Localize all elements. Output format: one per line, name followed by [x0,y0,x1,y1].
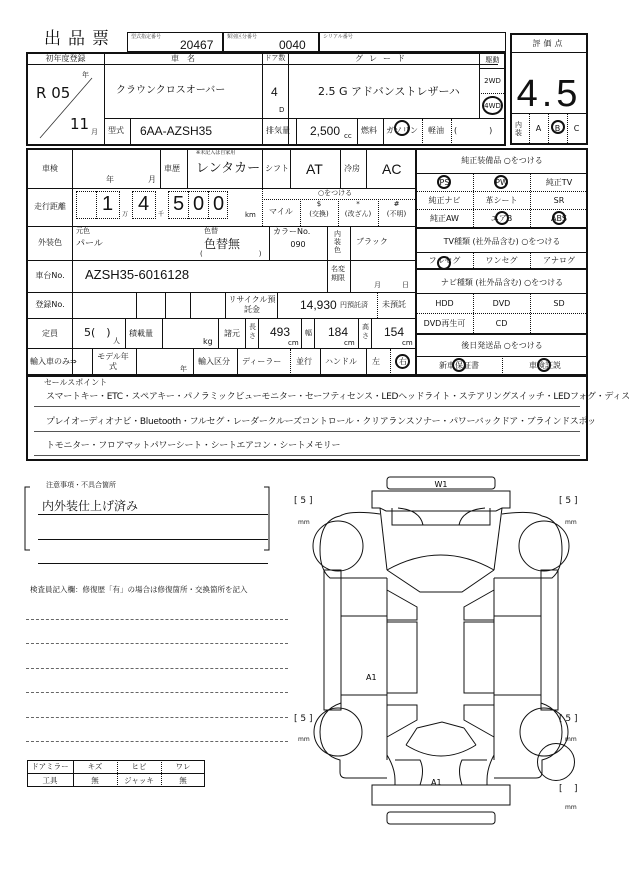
shaken-label: 車検 [42,164,58,173]
import-type-label: 輸入区分 [198,357,230,366]
ac-value: AC [382,161,402,177]
displacement-label: 排気量 [266,126,290,135]
mileage-tampered[interactable]: (改ざん) [344,210,372,218]
tire-fr-value: 5 [565,496,572,506]
rear-damage-mark: A1 [431,778,442,787]
displacement-unit: cc [344,132,352,140]
door-value: 4 [271,85,278,99]
grade-value: 2.5 G アドバンストレザーハ [318,85,460,98]
score-label: 評価点 [532,39,566,48]
mileage-unknown[interactable]: (不明) [386,210,407,218]
mileage-unknown-sym: # [393,200,400,208]
mileage-mark-note: ○をつける [318,189,353,197]
tire-spare-unit: mm [565,804,577,811]
drive-selected-circle [482,96,503,115]
acc-scratch: キズ [87,762,103,771]
spec-label: 諸元 [224,329,240,338]
first-reg-year-unit: 年 [82,71,89,79]
form-title: 出品票 [44,29,116,49]
height-unit: cm [402,339,413,347]
interior-selected-circle [551,120,565,134]
load-label: 積載量 [129,329,153,338]
drive-2wd[interactable]: 2WD [484,77,501,85]
equip-airbag-circle [495,211,509,225]
recycle-status: 円預託済 [340,301,368,309]
handle-left[interactable]: 左 [372,357,380,366]
acc-crack: ヒビ [131,762,147,771]
interior-grade-a[interactable]: A [535,124,542,133]
original-color-value: パール [76,239,103,249]
history-note: ※未記入は自家用 [196,150,236,156]
import-label: 輸入車のみ⇒ [30,357,77,366]
fuel-selected-circle [394,120,410,136]
model-year-label: モデル年式 [97,352,129,371]
shift-label: シフト [265,164,289,173]
mileage-tampered-sym: * [356,200,360,208]
changed-color-value: 色替無 [204,237,241,251]
fuel-label: 燃料 [361,126,377,135]
car-name-value: クラウンクロスオーバー [116,85,226,96]
acc-mirror: ドアミラー [31,762,69,771]
acc-jack-label: ジャッキ [124,775,154,785]
spare-tire-icon [537,743,575,781]
drive-label: 駆動 [485,56,500,64]
category-label: 類別区分番号 [227,34,258,40]
score-value: 4.5 [516,73,582,115]
length-unit: cm [288,339,299,347]
sales-line-1: スマートキー・ETC・スペアキー・パノラミックビューモニター・セーフティセンス・LEDヘッドライト・ステアリングスイッチ・LEDフォグ・ディス [46,392,630,402]
recycle-label: リサイクル預託金 [228,295,276,314]
recycle-unpaid: 未預託 [382,300,406,309]
handle-selected-circle [395,354,410,369]
mileage-digit-4: 0 [193,193,205,215]
first-reg-month: 11 [70,115,90,133]
acc-tools-label: 工具 [42,775,58,785]
handle-label: ハンドル [325,357,357,366]
equip-leather[interactable]: 革シート [485,195,518,205]
length-value: 493 [270,325,291,339]
mileage-mile[interactable]: マイル [269,207,293,216]
tire-spare-depth: [ ] [559,784,578,794]
type-cert-label: 型式指定番号 [131,34,162,40]
mileage-digit-1: 1 [102,193,114,215]
width-label: 幅 [305,329,312,337]
fuel-gasoline[interactable]: ガソリン [386,126,418,135]
type-cert-field [127,32,223,52]
side-damage-mark: A1 [366,673,377,682]
mileage-digit-box [76,191,120,219]
history-label: 車歴 [164,164,180,173]
door-unit: D [279,106,285,114]
chassis-value: AZSH35-6016128 [85,267,190,282]
length-label: 長さ [249,323,256,340]
tire-fr-unit: mm [565,519,577,526]
category-field [223,32,319,52]
exterior-color-label: 外装色 [38,238,62,247]
mileage-digit-3: 5 [173,193,185,215]
later-manual-circle [537,358,551,372]
original-color-label: 元色 [76,227,90,235]
equip-pw[interactable]: PW [495,177,508,187]
score-box [510,33,588,145]
interior-grade-c[interactable]: C [573,124,580,133]
mileage-exchanged[interactable]: (交換) [309,210,329,218]
registration-label: 登録No. [35,300,65,309]
sales-points-label: セールスポイント [44,378,108,387]
later-warranty-circle [452,358,466,372]
interior-grade-b[interactable]: B [554,124,561,133]
interior-color-label: 内装色 [334,230,341,254]
navi-sd[interactable]: SD [553,298,565,308]
equip-ps-circle [437,175,451,189]
acc-tools-value: 無 [91,775,99,785]
navi-hdd[interactable]: HDD [435,298,454,308]
equip-ps[interactable]: PS [439,177,450,187]
sales-line-2: プレイオーディオナビ・Bluetooth・フルセグ・レーダークルーズコントロール・クリアランスソナー・パワーバックドア・ブラインドスポッ [46,417,596,427]
drive-4wd[interactable]: 4WD [484,102,501,110]
mileage-digit-5: 0 [213,193,225,215]
grade-label: グレード [355,54,411,63]
type-cert-value: 20467 [180,38,214,52]
navi-cd[interactable]: CD [495,318,508,328]
acc-jack-value: 無 [179,775,187,785]
tv-fullseg[interactable]: フルセグ [428,255,461,265]
height-value: 154 [384,325,405,339]
interior-label: 内装 [515,121,522,137]
load-unit: kg [203,337,213,346]
notes-line-1[interactable]: 内外装仕上げ済み [42,499,139,513]
tire-rr-value: 5 [565,714,572,724]
first-reg-year: R 05 [36,84,71,102]
notes-label: 注意事項・不具合箇所 [46,481,116,489]
tv-title: TV種類 (社外品含む) ○をつける [443,237,561,246]
equip-abs-circle [552,211,566,225]
model-year-unit: 年 [180,365,187,373]
notes-brackets [24,486,270,552]
first-reg-month-unit: 月 [91,128,98,136]
fuel-diesel[interactable]: 軽油 [428,126,444,135]
name-change-month: 月 [374,281,381,289]
front-damage-mark: W1 [434,480,448,489]
import-dealer[interactable]: ディーラー [242,357,282,366]
displacement-value: 2,500 [310,124,341,138]
import-parallel[interactable]: 並行 [296,357,312,366]
equipment-title: 純正装備品 ○をつける [461,156,543,165]
handle-right[interactable]: 右 [399,357,407,366]
navi-dvd[interactable]: DVD [492,298,511,308]
interior-color-value: ブラック [356,237,388,246]
capacity-value: 5( ) [84,326,111,339]
mileage-exchanged-sym: $ [316,200,322,208]
first-reg-label: 初年度登録 [45,54,86,63]
tire-fl-depth: [ 5 ] [294,496,313,506]
changed-color-label: 色替 [204,227,218,235]
door-label: ドア数 [264,54,286,62]
capacity-unit: 人 [113,337,120,345]
height-label: 高さ [362,323,369,340]
color-no-label: カラーNo. [273,227,311,236]
equip-aw[interactable]: 純正AW [430,213,459,223]
equip-abs[interactable]: ABS [551,213,567,223]
navi-dvd-play[interactable]: DVD再生可 [423,318,466,328]
mileage-unit-man: 万 [122,211,129,218]
tv-oneseg[interactable]: ワンセグ [485,255,518,265]
changed-color-paren: ( ) [200,250,262,258]
serial-field [319,32,506,52]
inspector-label: 検査員記入欄：修復歴「有」の場合は修復箇所・交換箇所を記入 [30,585,248,594]
tire-fl-unit: mm [298,519,310,526]
color-no-value: 090 [290,240,306,249]
equip-pw-circle [494,175,508,189]
mileage-digit-2: 4 [138,193,150,215]
shaken-month-unit: 月 [148,175,156,184]
name-change-day: 日 [402,281,409,289]
name-change-label: 名変期限 [331,265,345,282]
category-value: 0040 [279,38,306,52]
tire-fl-value: 5 [300,496,307,506]
later-warranty[interactable]: 新車保証書 [439,361,479,370]
tire-rl-value: 5 [300,714,307,724]
tv-analog[interactable]: アナログ [543,255,575,265]
ac-label: 冷房 [344,164,360,173]
later-manual[interactable]: 車検証説 [529,361,561,370]
shift-value: AT [306,161,323,177]
mileage-label: 走行距離 [34,202,66,211]
tire-rr-depth: [ 5 ] [559,714,578,724]
tire-rl-unit: mm [298,736,310,743]
history-value: レンタカー [196,161,261,176]
car-name-label: 車 名 [171,54,195,63]
mileage-unit-sen: 千 [158,211,165,218]
later-title: 後日発送品 ○をつける [461,341,543,350]
model-label: 型式 [108,126,124,135]
capacity-label: 定員 [42,329,58,338]
chassis-label: 車台No. [35,271,65,280]
shaken-year-unit: 年 [106,175,114,184]
width-unit: cm [344,339,355,347]
equip-sr[interactable]: SR [553,195,565,205]
serial-label: シリアル番号 [323,34,353,40]
mileage-unit-km: km [245,211,256,219]
tire-rl-depth: [ 5 ] [294,714,313,724]
equip-tv[interactable]: 純正TV [545,177,573,187]
model-value: 6AA-AZSH35 [140,124,213,138]
acc-break: ワレ [175,762,191,771]
navi-title: ナビ種類 (社外品含む) ○をつける [440,278,564,287]
equip-navi[interactable]: 純正ナビ [428,195,461,205]
tire-rr-unit: mm [565,736,577,743]
recycle-value: 14,930 [300,298,337,312]
fuel-other: ( ) [454,126,493,135]
tire-fr-depth: [ 5 ] [559,496,578,506]
sales-line-3: トモニター・フロアマットパワーシート・シートエアコン・シートメモリー [46,441,341,451]
width-value: 184 [328,325,349,339]
equip-airbag[interactable]: エアB [490,213,513,223]
